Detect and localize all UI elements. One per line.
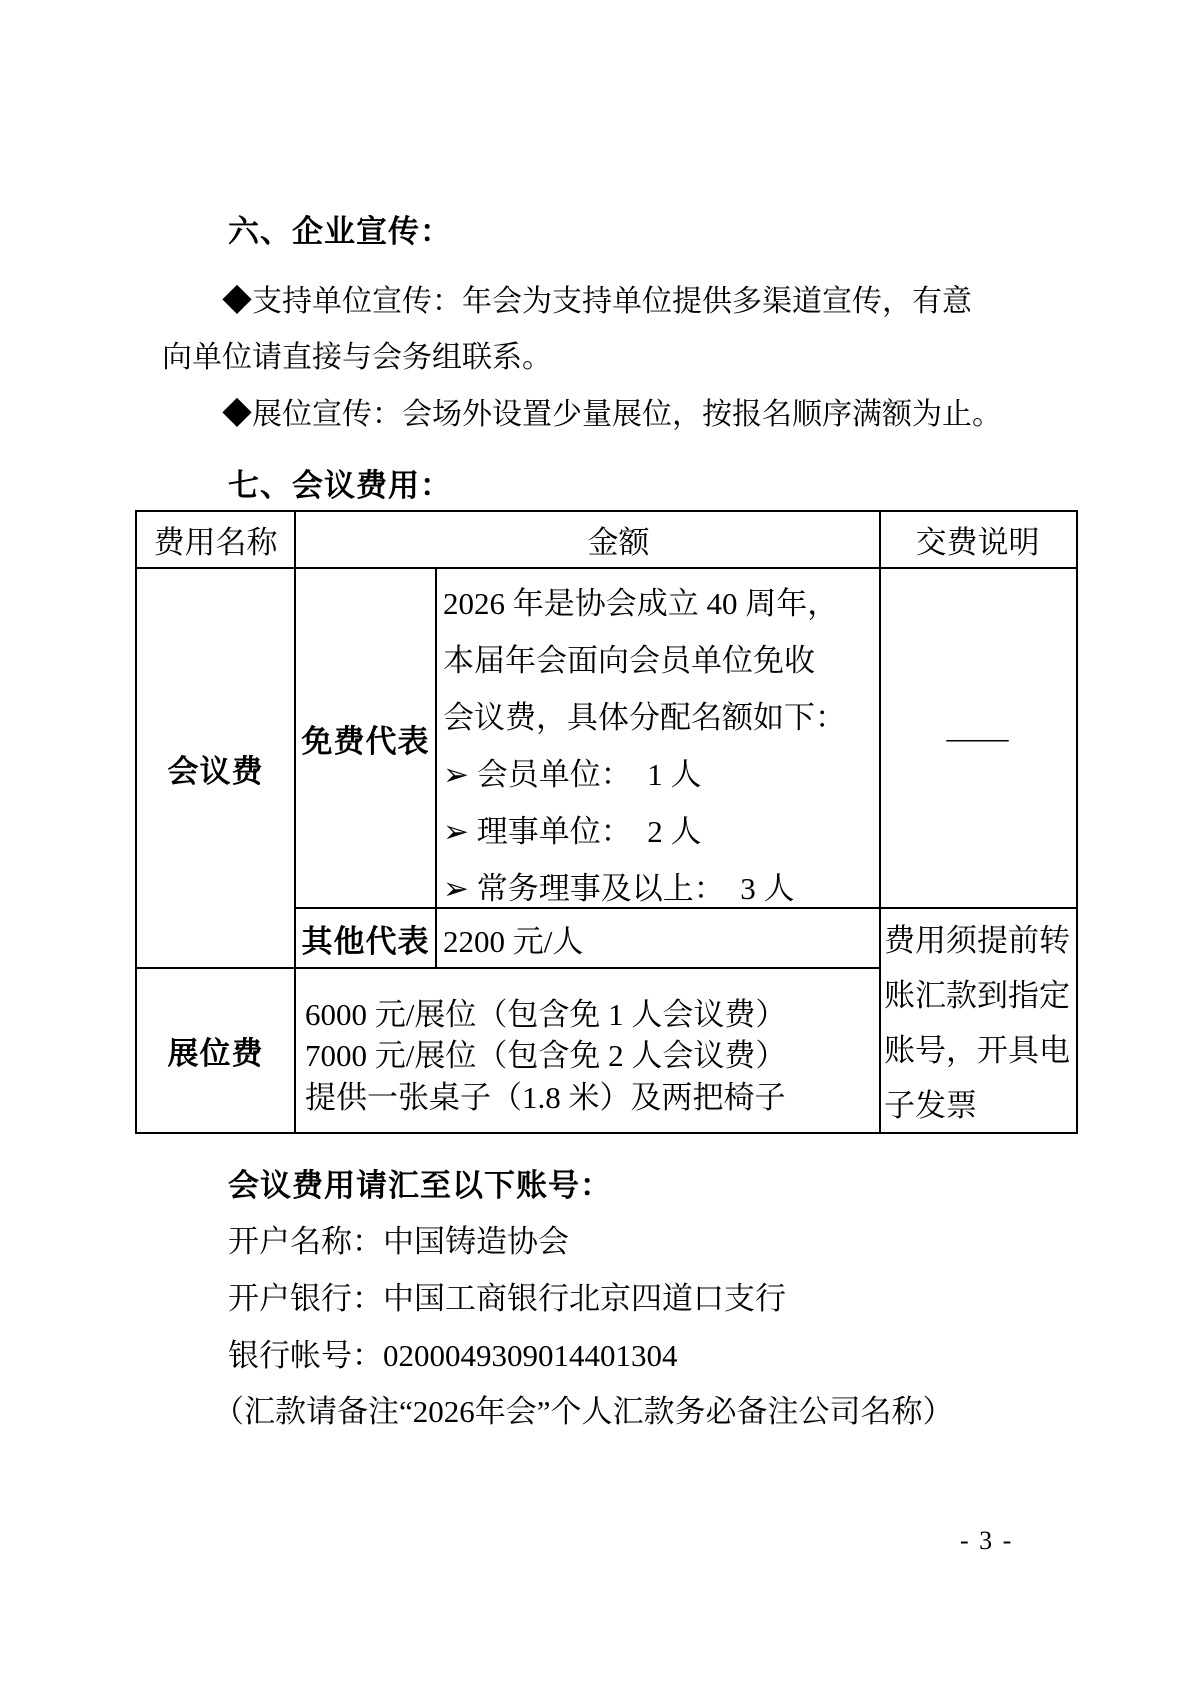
bullet-booth-line: ◆展位宣传：会场外设置少量展位，按报名顺序满额为止。 bbox=[222, 398, 1002, 431]
cell-other-rep: 其他代表 bbox=[301, 923, 430, 959]
section-heading-fees: 七、会议费用： bbox=[228, 468, 452, 503]
account-name: 开户名称：中国铸造协会 bbox=[228, 1224, 569, 1259]
account-remark: （汇款请备注“2026年会”个人汇款务必备注公司名称） bbox=[213, 1394, 954, 1429]
payment-note-line1: 费用须提前转 bbox=[884, 923, 1070, 958]
free-desc-line3: 会议费，具体分配名额如下： bbox=[443, 700, 846, 735]
cell-booth-fee: 展位费 bbox=[167, 1036, 264, 1071]
payment-note-line3: 账号，开具电 bbox=[884, 1033, 1070, 1068]
payment-note-line2: 账汇款到指定 bbox=[884, 978, 1070, 1013]
free-desc-line5: ➢ 理事单位： 2 人 bbox=[443, 814, 702, 849]
booth-line2: 7000 元/展位（包含免 2 人会议费） bbox=[305, 1038, 787, 1073]
free-desc-line1: 2026 年是协会成立 40 周年， bbox=[443, 586, 839, 621]
bullet-support-line2: 向单位请直接与会务组联系。 bbox=[162, 341, 552, 374]
free-desc-line4: ➢ 会员单位： 1 人 bbox=[443, 757, 702, 792]
free-desc-line6: ➢ 常务理事及以上： 3 人 bbox=[443, 871, 795, 906]
header-amount: 金额 bbox=[587, 525, 650, 560]
bullet-support-line1: ◆支持单位宣传：年会为支持单位提供多渠道宣传，有意 bbox=[222, 285, 972, 318]
cell-free-note-dash: —— bbox=[946, 720, 1009, 755]
cell-free-rep: 免费代表 bbox=[301, 723, 430, 759]
account-heading: 会议费用请汇至以下账号： bbox=[228, 1168, 612, 1203]
free-desc-line2: 本届年会面向会员单位免收 bbox=[443, 643, 815, 678]
fees-table bbox=[135, 510, 1078, 1134]
cell-other-rep-price: 2200 元/人 bbox=[443, 923, 584, 959]
header-payment-note: 交费说明 bbox=[915, 525, 1040, 560]
account-bank: 开户银行：中国工商银行北京四道口支行 bbox=[228, 1281, 786, 1316]
payment-note-line4: 子发票 bbox=[884, 1088, 977, 1123]
header-fee-name: 费用名称 bbox=[153, 525, 278, 560]
section-heading-promo: 六、企业宣传： bbox=[228, 214, 452, 249]
page-number: - 3 - bbox=[960, 1526, 1014, 1555]
booth-line1: 6000 元/展位（包含免 1 人会议费） bbox=[305, 997, 787, 1032]
cell-conference-fee: 会议费 bbox=[167, 753, 264, 789]
account-number: 银行帐号：0200049309014401304 bbox=[228, 1338, 678, 1373]
booth-line3: 提供一张桌子（1.8 米）及两把椅子 bbox=[305, 1080, 786, 1115]
